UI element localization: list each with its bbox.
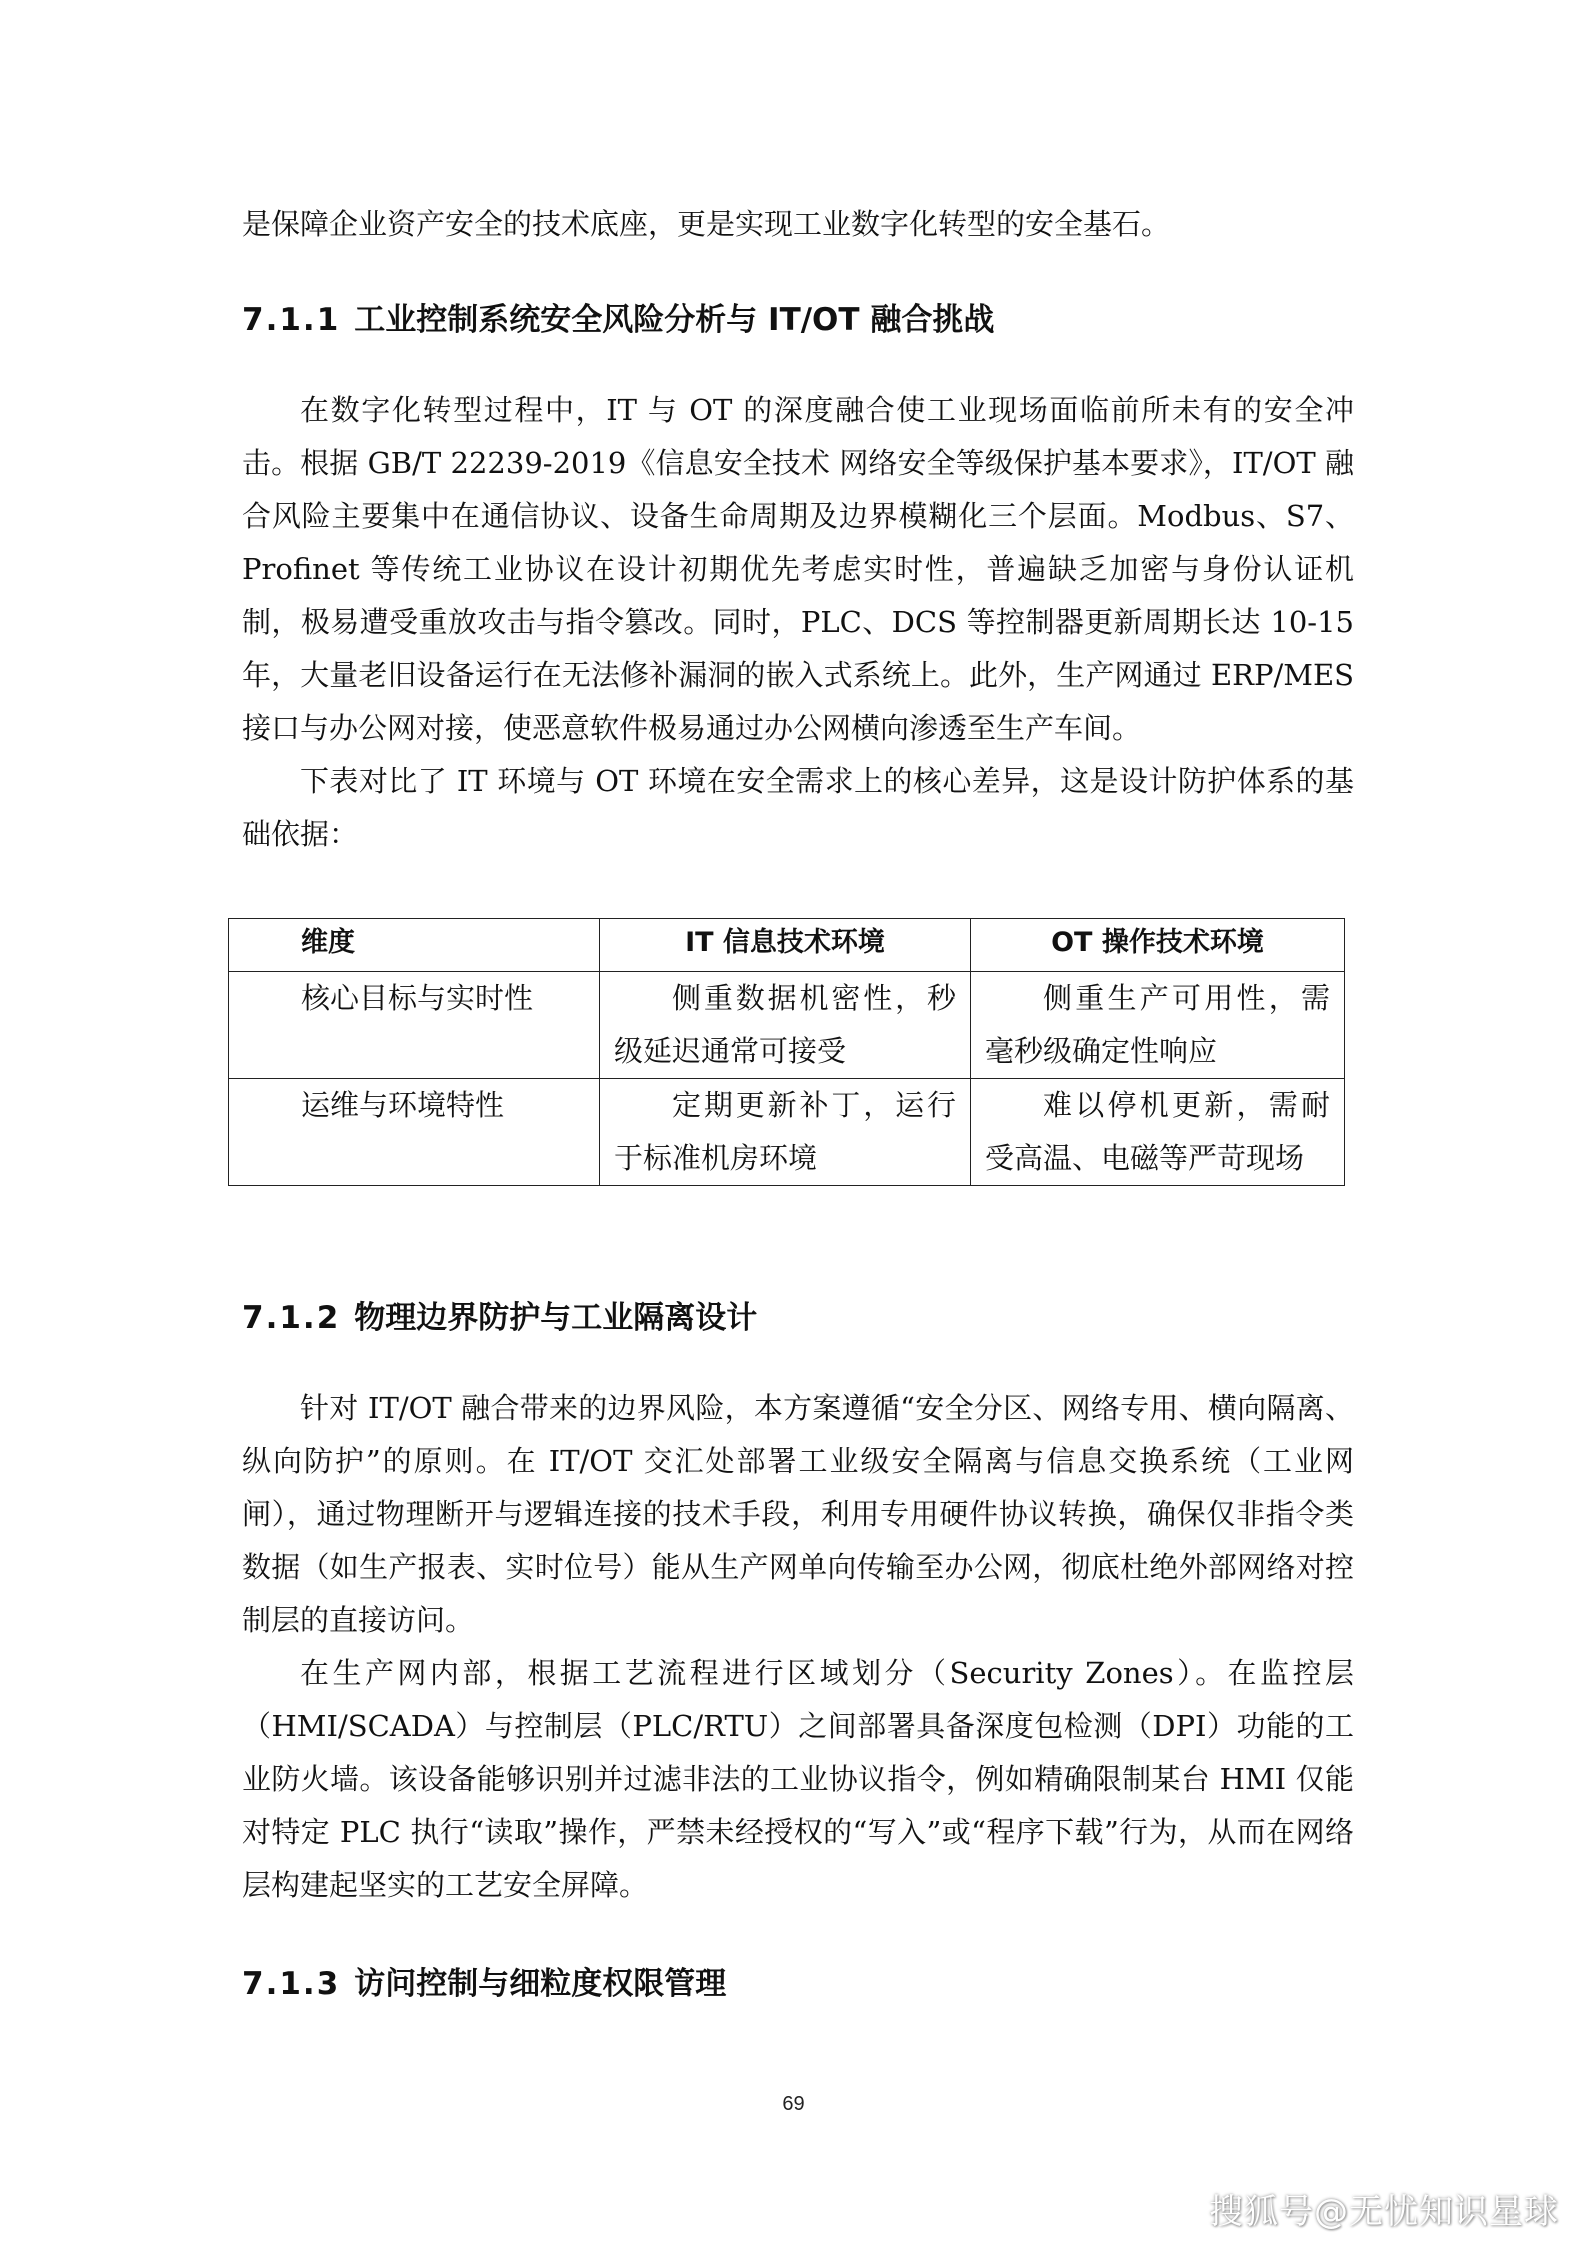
section-7-1-3-heading bbox=[242, 1962, 726, 2006]
column-header: 维度 bbox=[229, 919, 600, 972]
body-paragraph: 针对 IT/OT 融合带来的边界风险，本方案遵循“安全分区、网络专用、横向隔离、纵向防护”的原则。在 IT/OT 交汇处部署工业级安全隔离与信息交换系统（工业网闸），通过物理断开与逻辑连接的技术手段，利用专用硬件协议转换，确保仅非指令类数据（如生产报表、实时位号）能从生产网单向传输至办公网，彻底杜绝外部网络对控制层的直接访问。 bbox=[242, 1391, 1354, 1637]
section-title: 访问控制与细粒度权限管理 bbox=[354, 1966, 727, 2002]
section-7-1-2-body bbox=[242, 1382, 1354, 1912]
table-cell: 侧重数据机密性，秒级延迟通常可接受 bbox=[600, 972, 971, 1079]
table-cell: 难以停机更新，需耐受高温、电磁等严苛现场 bbox=[971, 1079, 1345, 1186]
table-row bbox=[229, 1079, 1345, 1186]
body-paragraph: 下表对比了 IT 环境与 OT 环境在安全需求上的核心差异，这是设计防护体系的基础依据： bbox=[242, 764, 1354, 851]
table-cell: 侧重生产可用性，需毫秒级确定性响应 bbox=[971, 972, 1345, 1079]
table-header-row bbox=[229, 919, 1345, 972]
page-number: 69 bbox=[782, 2093, 805, 2115]
section-number: 7.1.2 bbox=[242, 1300, 341, 1336]
section-7-1-2-heading bbox=[242, 1296, 757, 1340]
section-number: 7.1.3 bbox=[242, 1966, 341, 2002]
table-row bbox=[229, 972, 1345, 1079]
intro-paragraph: 是保障企业资产安全的技术底座，更是实现工业数字化转型的安全基石。 bbox=[242, 207, 1171, 241]
section-7-1-1-body bbox=[242, 384, 1354, 861]
column-header: IT 信息技术环境 bbox=[600, 919, 971, 972]
table-cell: 核心目标与实时性 bbox=[229, 972, 600, 1079]
source-watermark: 搜狐号@无忧知识星球 bbox=[1209, 2192, 1559, 2232]
section-7-1-1-heading bbox=[242, 298, 994, 342]
intro-block bbox=[242, 198, 1354, 251]
section-title: 物理边界防护与工业隔离设计 bbox=[354, 1300, 758, 1336]
table-cell: 运维与环境特性 bbox=[229, 1079, 600, 1186]
section-number: 7.1.1 bbox=[242, 302, 341, 338]
table-cell: 定期更新补丁，运行于标准机房环境 bbox=[600, 1079, 971, 1186]
body-paragraph: 在数字化转型过程中，IT 与 OT 的深度融合使工业现场面临前所未有的安全冲击。根据 GB/T 22239-2019《信息安全技术 网络安全等级保护基本要求》，IT/OT 融合风险主要集中在通信协议、设备生命周期及边界模糊化三个层面。Modbus、S7、Profinet 等传统工业协议在设计初期优先考虑实时性，普遍缺乏加密与身份认证机制，极易遭受重放攻击与指令篡改。同时，PLC、DCS 等控制器更新周期长达 10-15 年，大量老旧设备运行在无法修补漏洞的嵌入式系统上。此外，生产网通过 ERP/MES 接口与办公网对接，使恶意软件极易通过办公网横向渗透至生产车间。 bbox=[242, 393, 1354, 745]
column-header: OT 操作技术环境 bbox=[971, 919, 1345, 972]
it-ot-comparison-table bbox=[228, 918, 1345, 1186]
body-paragraph: 在生产网内部，根据工艺流程进行区域划分（Security Zones）。在监控层（HMI/SCADA）与控制层（PLC/RTU）之间部署具备深度包检测（DPI）功能的工业防火墙。该设备能够识别并过滤非法的工业协议指令，例如精确限制某台 HMI 仅能对特定 PLC 执行“读取”操作，严禁未经授权的“写入”或“程序下载”行为，从而在网络层构建起坚实的工艺安全屏障。 bbox=[242, 1656, 1354, 1902]
section-title: 工业控制系统安全风险分析与 IT/OT 融合挑战 bbox=[354, 302, 995, 338]
